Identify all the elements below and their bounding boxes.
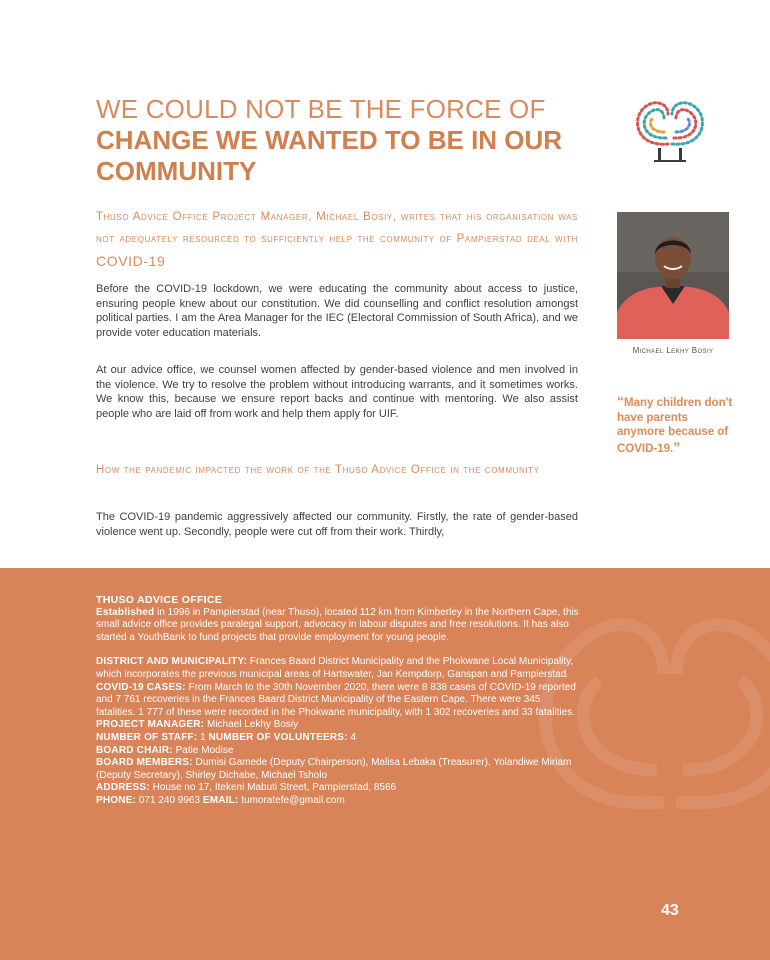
staff-value: 1	[200, 731, 206, 743]
pm-text: Michael Lekhy Bosiy	[207, 719, 299, 731]
district-row	[96, 656, 582, 681]
intro-covid: COVID-19	[96, 253, 166, 269]
staff-row	[96, 732, 582, 745]
intro-standfirst	[96, 206, 578, 274]
pm-label: PROJECT MANAGER:	[96, 719, 205, 731]
brain-logo-icon	[628, 92, 712, 166]
volunteers-label: NUMBER OF VOLUNTEERS:	[208, 731, 348, 743]
chair-label: BOARD CHAIR:	[96, 744, 173, 756]
chair-text: Patie Modise	[175, 744, 234, 756]
established-label: Established	[96, 606, 155, 618]
email-text: tumoratefe@gmail.com	[241, 794, 345, 806]
page-number: 43	[661, 902, 679, 919]
contact-row	[96, 795, 582, 808]
address-label: ADDRESS:	[96, 782, 150, 794]
info-panel	[0, 568, 770, 960]
staff-label: NUMBER OF STAFF:	[96, 731, 198, 743]
district-text: Frances Baard District Municipality and the Phokwane Local Municipality, which incorporates the previous municipal areas of Hartswater, Jan Kempdorp, Ganspan and Pampierstad.	[96, 656, 574, 680]
address-row	[96, 782, 582, 795]
volunteers-value: 4	[350, 731, 357, 743]
established-text: in 1996 in Pampierstad (near Thuso), located 112 km from Kimberley in the Northern Cape, this small advice office provides paralegal support, advocacy in labour disputes and free resolutions. It has also started a YouthBank to fund projects that provide employment for young people.	[96, 606, 579, 643]
paragraph-1: Before the COVID-19 lockdown, we were educating the community about access to justice, ensuring people knew about our constitution. We did counselling and conflict resolution amongst political parties. I am the Area Manager for the IEC (Electoral Commission of South Africa), and we provide voter education materials.	[96, 283, 578, 339]
paragraph-3: The COVID-19 pandemic aggressively affected our community. Firstly, the rate of gender-based violence went up. Secondly, people were cut off from their work. Thirdly,	[96, 511, 578, 538]
covid-text: From March to the 30th November 2020, there were 8 838 cases of COVID-19 reported and 7 761 recoveries in the Frances Baard District Municipality of the Eastern Cape. There were 345 fatalities. 1 777 of these were recorded in the Phokwane municipality, with 1 302 recoveries and 33 fatalities.	[96, 681, 576, 718]
address-text: House no 17, Itekeni Mabuti Street, Pampierstad, 8566	[152, 782, 397, 794]
district-label: DISTRICT AND MUNICIPALITY:	[96, 656, 248, 668]
chair-row	[96, 745, 582, 758]
pull-quote	[617, 394, 735, 456]
quote-open-mark: “	[617, 393, 624, 409]
title-line-2: CHANGE WE WANTED TO BE IN OUR	[96, 125, 563, 155]
panel-text	[96, 594, 582, 808]
org-name: THUSO ADVICE OFFICE	[96, 594, 223, 606]
photo-caption: Michael Lekhy Bosiy	[632, 346, 714, 355]
phone-text: 071 240 9963	[138, 794, 201, 806]
quote-close-mark: ”	[673, 438, 681, 455]
members-row	[96, 757, 582, 782]
covid-label: COVID-19 CASES:	[96, 681, 186, 693]
paragraph-2: At our advice office, we counsel women affected by gender-based violence and men involved in the violence. We try to resolve the problem without introducing warrants, and it sometimes works. We know this, because we ensure report backs and continue with mentoring. We also assist people who are laid off from work and help them apply for UIF.	[96, 364, 578, 420]
page-title	[96, 94, 596, 187]
section-subhead: How the pandemic impacted the work of the Thuso Advice Office in the community	[96, 464, 540, 476]
members-label: BOARD MEMBERS:	[96, 757, 193, 769]
org-description	[96, 607, 582, 645]
phone-label: PHONE:	[96, 794, 137, 806]
portrait-photo	[617, 212, 729, 339]
covid-row	[96, 682, 582, 720]
portrait-illustration	[617, 212, 729, 339]
email-label: EMAIL:	[202, 794, 239, 806]
intro-text: Thuso Advice Office Project Manager, Michael Bosiy, writes that his organisation was not adequately resourced to sufficiently help the community of Pampierstad deal with	[96, 211, 578, 245]
title-line-1: WE COULD NOT BE THE FORCE OF	[96, 94, 546, 124]
title-line-3: COMMUNITY	[96, 156, 257, 186]
quote-text: Many children don't have parents anymore because of COVID-19.	[617, 397, 733, 455]
pm-row	[96, 719, 582, 732]
members-text: Dumisi Gamede (Deputy Chairperson), Malisa Lebaka (Treasurer), Yolandiwe Miriam (Deputy Secretary), Shirley Dichabe, Michael Tsholo	[96, 757, 572, 781]
